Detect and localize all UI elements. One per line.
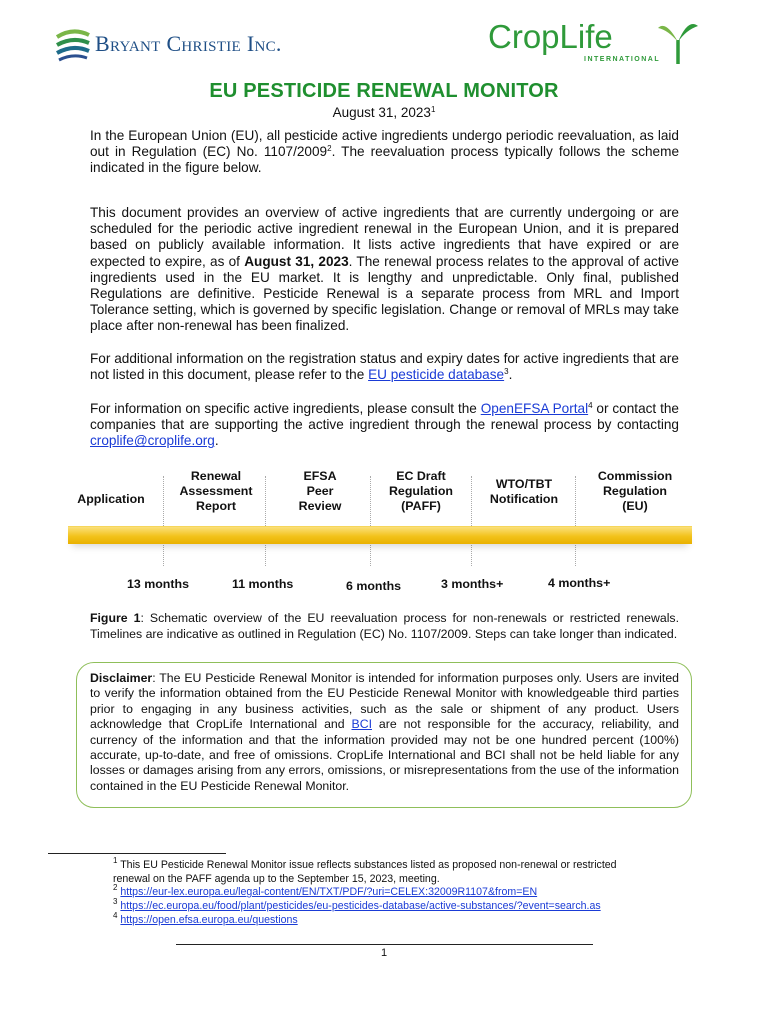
disclaimer-body: : The EU Pesticide Renewal Monitor is intended for information purposes only. Users are invited to verify the information obtained from the EU Pesticide Renewal Monitor with knowledgeable third parties prior to engaging in any business activities, such as the sale or shipment of any product. Users acknowledge that CropLife International and: [90, 671, 679, 732]
footnote-link[interactable]: https://eur-lex.europa.eu/legal-content/EN/TXT/PDF/?uri=CELEX:32009R1107&from=EN: [120, 886, 538, 898]
para-text: For information on specific active ingredients, please consult the: [90, 401, 481, 416]
stage-divider: [370, 476, 371, 566]
footnote-number: 4: [113, 911, 118, 920]
openefsa-portal-link[interactable]: OpenEFSA Portal: [480, 401, 589, 416]
footnote-number: 3: [113, 897, 118, 906]
footnote-number: 1: [113, 856, 118, 865]
duration-wto-tbt: 4 months+: [548, 576, 611, 590]
report-date: [0, 105, 768, 120]
stage-divider: [265, 476, 266, 566]
para-text: .: [214, 433, 219, 449]
eu-pesticide-database-link[interactable]: EU pesticide database: [368, 367, 505, 383]
duration-efsa-review: 6 months: [346, 579, 402, 593]
page-title: EU PESTICIDE RENEWAL MONITOR: [209, 80, 559, 102]
footnote-ref: 4: [588, 401, 593, 410]
croplife-logo: [488, 14, 708, 74]
figure-caption-text: : Schematic overview of the EU reevaluation process for non-renewals or restricted renewals. Timelines are indicative as outlined in Regulation (EC) No. 1107/2009. Steps can take longer than indicated.: [90, 611, 679, 641]
report-date-text: August 31, 2023: [332, 105, 431, 120]
footnote-ref: 2: [327, 144, 332, 154]
figure-caption-label: Figure 1: [90, 611, 141, 625]
para-text: or contact the companies that are supporting the active ingredient through the renewal process by contacting: [90, 401, 679, 433]
page-number: 1: [380, 947, 388, 959]
duration-renewal-assessment: 11 months: [232, 577, 294, 591]
stage-divider: [575, 476, 576, 566]
page-bottom-rule: [176, 944, 593, 945]
duration-ec-draft: 3 months+: [441, 577, 504, 591]
figure-caption: [90, 611, 679, 642]
stage-efsa-peer-review: EFSA Peer Review: [298, 469, 342, 513]
stage-divider: [163, 476, 164, 566]
footnote-link[interactable]: https://open.efsa.europa.eu/questions: [120, 914, 298, 926]
footnote-ref: 1: [430, 105, 436, 114]
disclaimer-body: are not responsible for the accuracy, reliability, and currency of the information and that the information provided may not be one hundred percent (100%) accurate, up-to-date, and free of omissions. CropLife International and BCI shall not be held liable for any losses or damages arising from any errors, omissions, or misrepresentations from the use of the information contained in the EU Pesticide Renewal Monitor.: [90, 717, 679, 793]
footnote-1: [113, 856, 633, 886]
stage-divider: [471, 476, 472, 566]
duration-application: 13 months: [127, 577, 189, 591]
footnote-3: [113, 897, 633, 914]
stage-application: Application: [77, 492, 145, 506]
stage-commission-regulation: Commission Regulation (EU): [597, 469, 673, 513]
para-text: For additional information on the registration status and expiry dates for active ingredients that are not listed in this document, please refer to the: [90, 351, 679, 383]
stage-wto-tbt-notification: WTO/TBT Notification: [489, 477, 559, 506]
footnote-4: [113, 911, 633, 928]
footnote-number: 2: [113, 883, 118, 892]
disclaimer-label: Disclaimer: [90, 671, 153, 685]
overview-paragraph: [90, 205, 679, 335]
para-text: This document provides an overview of active ingredients that are currently undergoing or are scheduled for the periodic active ingredient renewal in the European Union, and it is prepared based on publicly available information. It lists active ingredients that have expired or are expected to expire, as of: [90, 205, 679, 269]
croplife-email-link[interactable]: croplife@croplife.org: [90, 433, 215, 449]
stage-ec-draft-regulation: EC Draft Regulation (PAFF): [388, 469, 454, 513]
bci-link[interactable]: BCI: [351, 717, 372, 732]
croplife-logo-text: CropLife: [488, 18, 613, 55]
bold-date: August 31, 2023: [244, 253, 349, 269]
footnote-link[interactable]: https://ec.europa.eu/food/plant/pesticides/eu-pesticides-database/active-substances/?event=search.as: [120, 900, 601, 912]
bryant-christie-logo-text: Bryant Christie Inc.: [95, 31, 282, 56]
croplife-logo-subtext: INTERNATIONAL: [584, 56, 661, 63]
footnote-2: [113, 883, 633, 900]
sprout-icon: [658, 16, 698, 66]
para-text: . The renewal process relates to the approval of active ingredients used in the EU market. It is lengthy and unpredictable. Only final, published Regulations are definitive. Pesticide Renewal is a separate process from MRL and Import Tolerance setting, which is governed by specific legislation. Change or removal of MRLs may take place after non-renewal has been finalized.: [90, 253, 679, 334]
bryant-christie-logo: [55, 24, 355, 66]
bryant-christie-swoosh-icon: [55, 27, 91, 63]
timeline-bar: [68, 526, 692, 544]
contact-paragraph: [90, 401, 679, 450]
footnote-ref: 3: [504, 367, 509, 377]
stage-renewal-assessment-report: Renewal Assessment Report: [179, 469, 253, 513]
database-paragraph: [90, 351, 679, 383]
para-text: . The reevaluation process typically follows the scheme indicated in the figure below.: [90, 144, 680, 176]
disclaimer-text: [90, 671, 679, 794]
footnote-text: This EU Pesticide Renewal Monitor issue reflects substances listed as proposed non-renewal or restricted renewal on the PAFF agenda up to the September 15, 2023, meeting.: [113, 859, 617, 885]
para-text: In the European Union (EU), all pesticide active ingredients undergo periodic reevaluation, as laid out in Regulation (EC) No. 1107/2009: [90, 128, 679, 160]
footnote-separator: [48, 853, 226, 854]
para-text: .: [508, 367, 513, 383]
intro-paragraph: [90, 128, 679, 177]
